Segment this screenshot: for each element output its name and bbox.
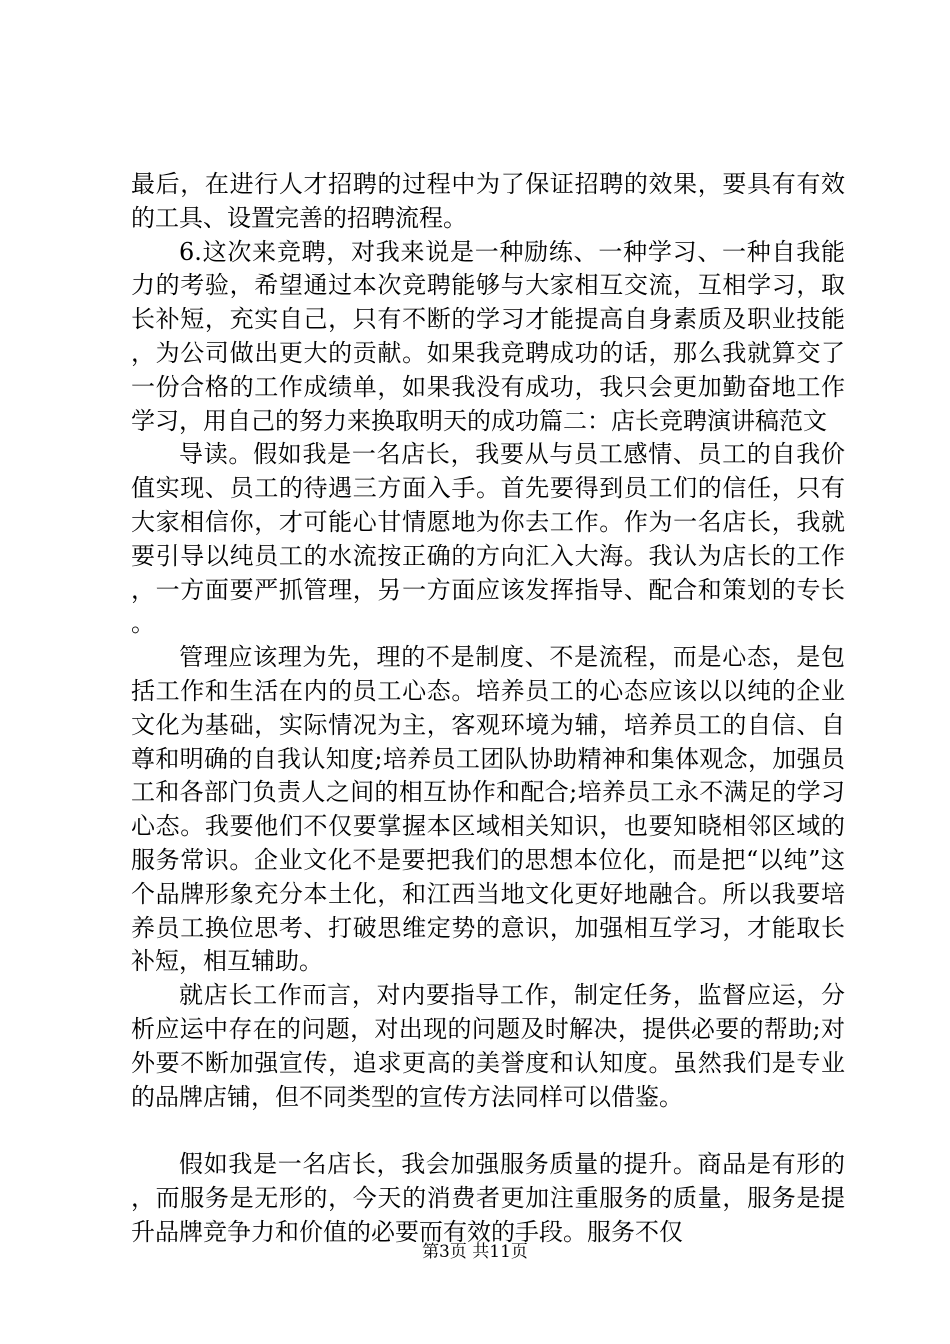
- paragraph-4: 管理应该理为先，理的不是制度、不是流程，而是心态，是包括工作和生活在内的员工心态。培养员工的心态应该以以纯的企业文化为基础，实际情况为主，客观环境为辅，培养员工的自信、自尊和明确的自我认知度;培养员工团队协助精神和集体观念，加强员工和各部门负责人之间的相互协作和配合;培养员工永不满足的学习心态。我要他们不仅要掌握本区域相关知识，也要知晓相邻区域的服务常识。企业文化不是要把我们的思想本位化，而是把“以纯”这个品牌形象充分本土化，和江西当地文化更好地融合。所以我要培养员工换位思考、打破思维定势的意识，加强相互学习，才能取长补短，相互辅助。: [131, 643, 845, 976]
- paragraph-2: 6.这次来竞聘，对我来说是一种励练、一种学习、一种自我能力的考验，希望通过本次竞聘能够与大家相互交流，互相学习，取长补短，充实自己，只有不断的学习才能提高自身素质及职业技能，为公司做出更大的贡献。如果我竞聘成功的话，那么我就算交了一份合格的工作成绩单，如果我没有成功，我只会更加勤奋地工作学习，用自己的努力来换取明天的成功篇二：店长竞聘演讲稿范文: [131, 237, 845, 435]
- page-footer: [0, 1240, 950, 1264]
- document-body: [131, 168, 845, 1250]
- paragraph-1: 最后，在进行人才招聘的过程中为了保证招聘的效果，要具有有效的工具、设置完善的招聘流程。: [131, 170, 845, 232]
- paragraph-6: 假如我是一名店长，我会加强服务质量的提升。商品是有形的，而服务是无形的，今天的消费者更加注重服务的质量，服务是提升品牌竞争力和价值的必要而有效的手段。服务不仅: [131, 1150, 845, 1246]
- paragraph-3: 导读。假如我是一名店长，我要从与员工感情、员工的自我价值实现、员工的待遇三方面入手。首先要得到员工们的信任，只有大家相信你，才可能心甘情愿地为你去工作。作为一名店长，我就要引导以纯员工的水流按正确的方向汇入大海。我认为店长的工作，一方面要严抓管理，另一方面应该发挥指导、配合和策划的专长。: [131, 440, 845, 638]
- page-number: 第3页 共11页: [422, 1242, 528, 1262]
- paragraph-5: 就店长工作而言，对内要指导工作，制定任务，监督应运，分析应运中存在的问题，对出现的问题及时解决，提供必要的帮助;对外要不断加强宣传，追求更高的美誉度和认知度。虽然我们是专业的品牌店铺，但不同类型的宣传方法同样可以借鉴。: [131, 981, 845, 1111]
- paragraph-spacer: [131, 1114, 845, 1148]
